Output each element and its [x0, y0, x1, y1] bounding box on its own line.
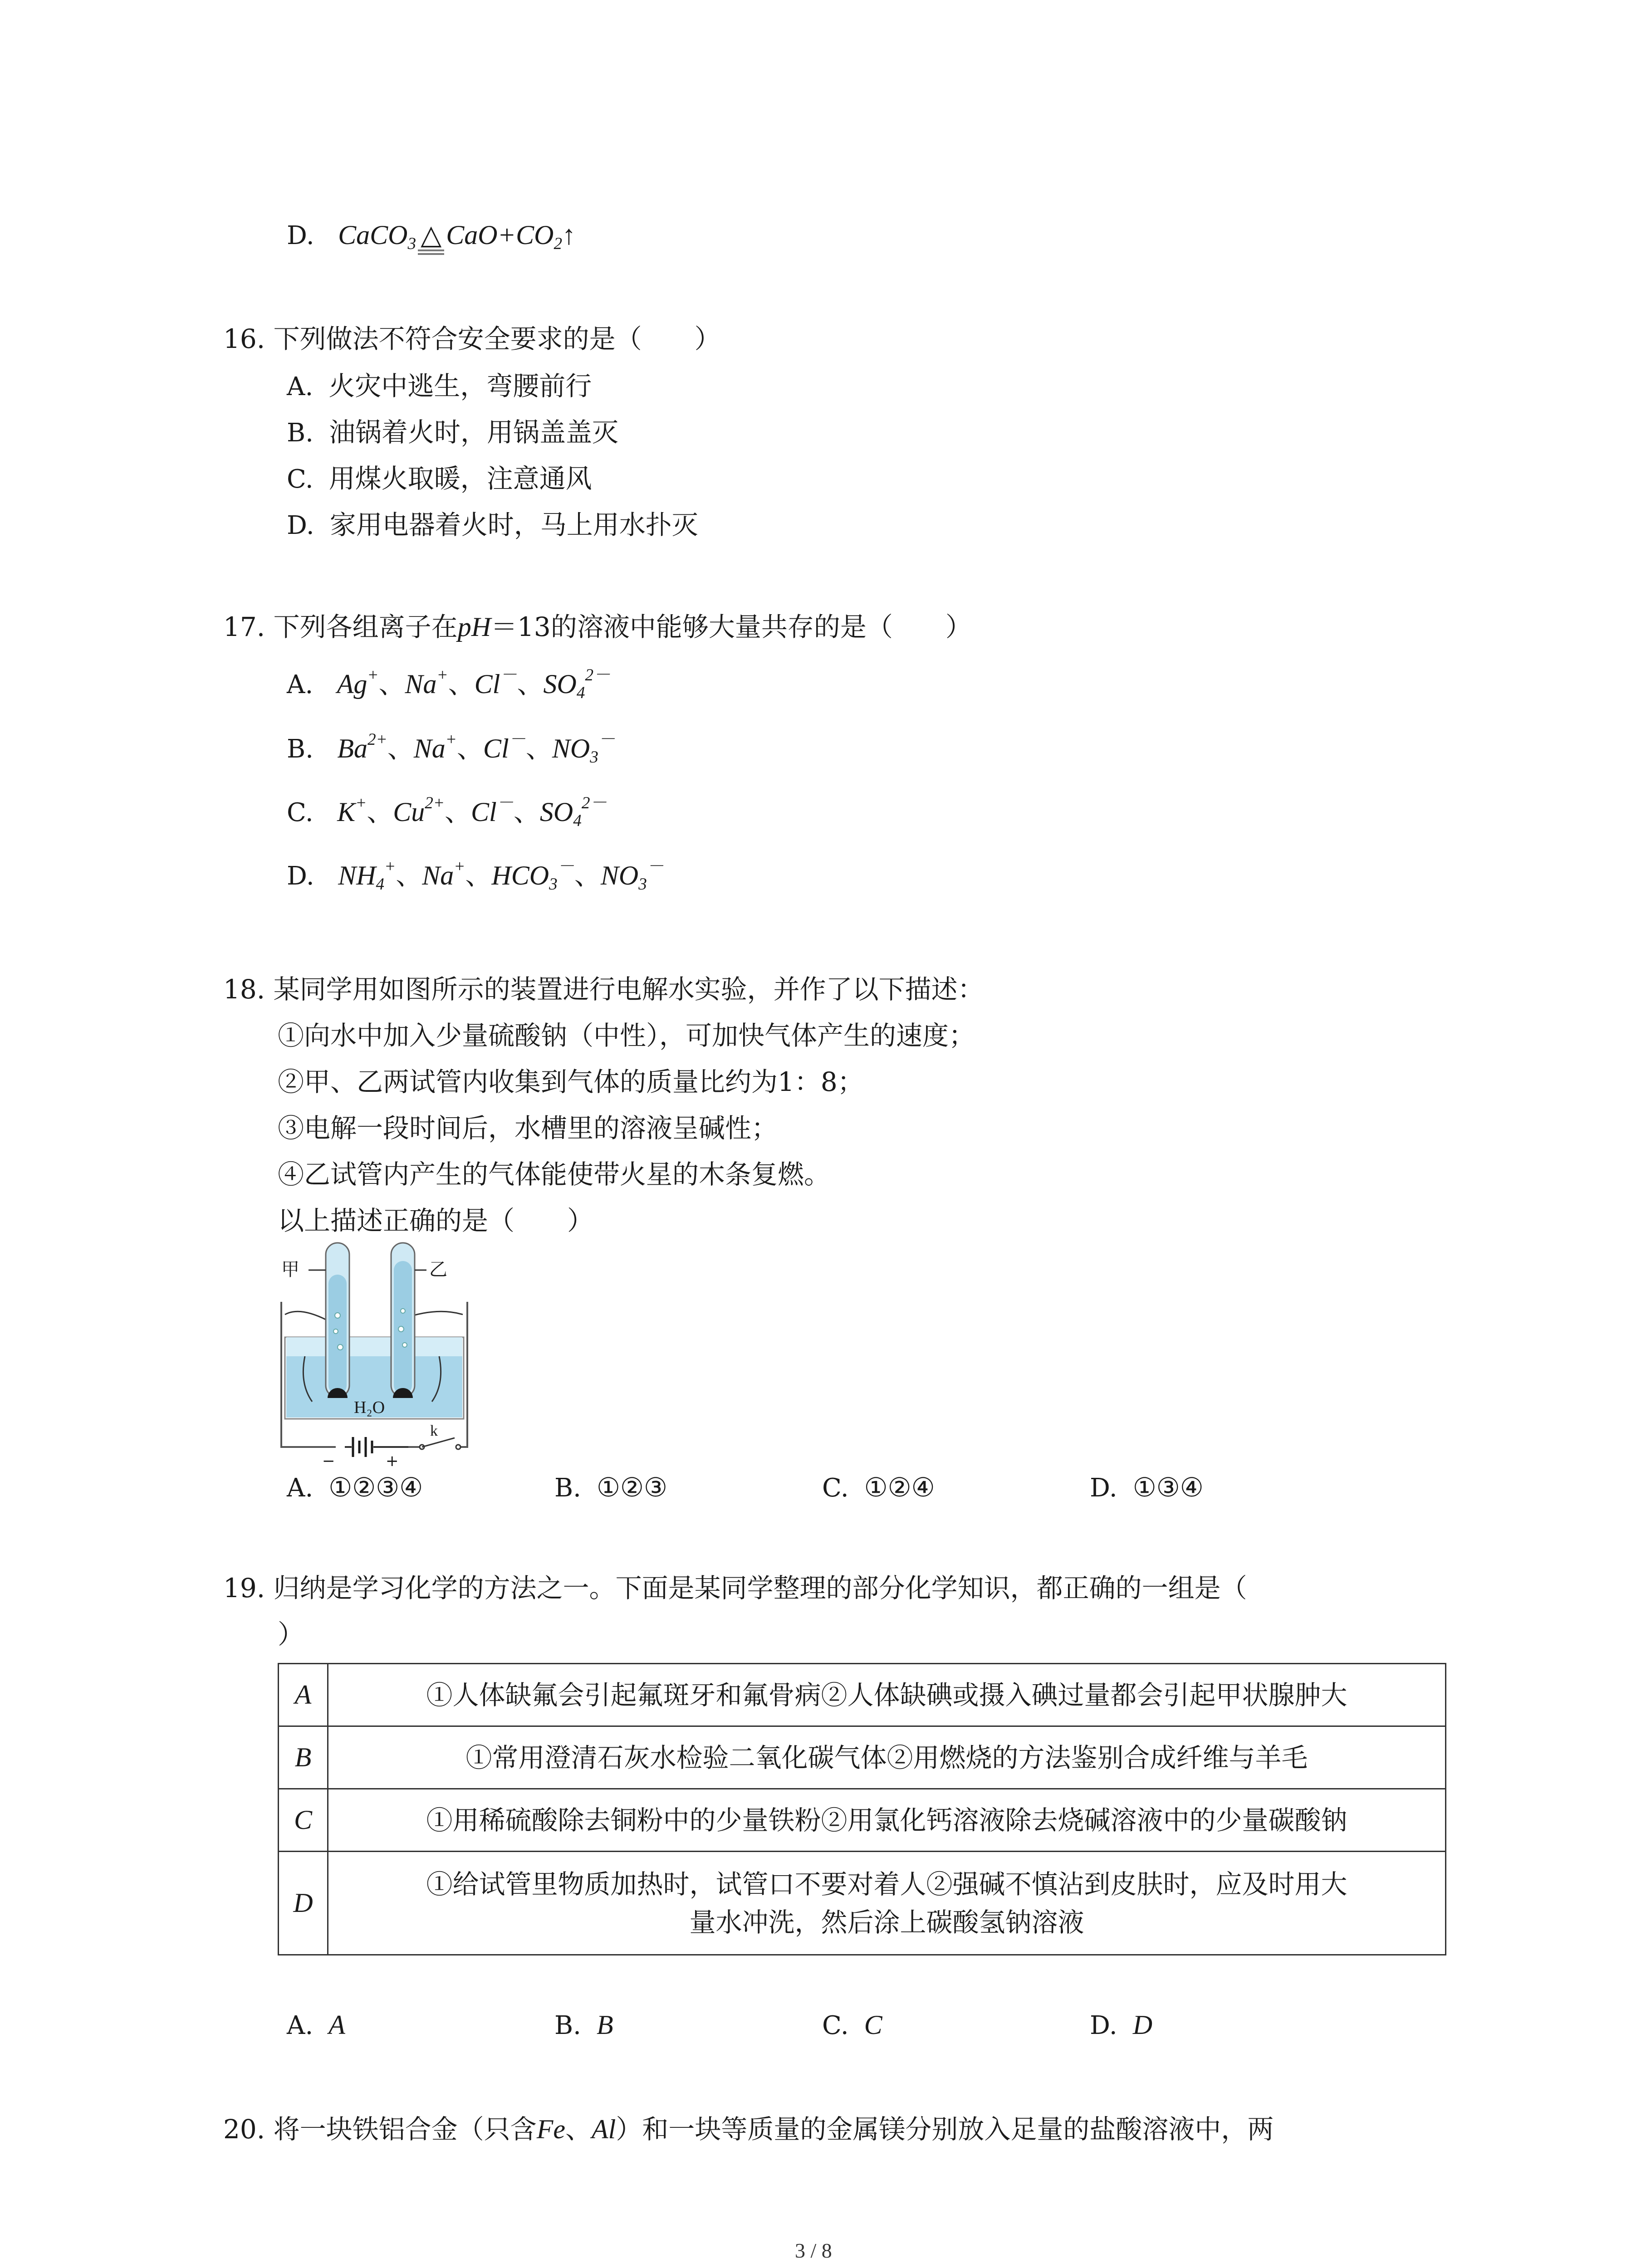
table-row [279, 1664, 1446, 1726]
q16-stem: 16. 下列做法不符合安全要求的是（ ） [223, 323, 721, 354]
q16-option-a[interactable]: A. 火灾中逃生，弯腰前行 [287, 371, 592, 401]
option-label: D. [287, 221, 314, 250]
q19-option-a[interactable]: A. A [287, 2010, 345, 2040]
q17-option-a[interactable]: A. Ag+、Na+、Cl－、$SO_4^{2-}$ [287, 666, 611, 703]
label-water: H₂O [354, 1398, 385, 1417]
q17-option-b[interactable]: B. $Ba^{2+}$、Na+、Cl－、$NO_3^-$ [287, 730, 615, 767]
row-label: C [279, 1789, 328, 1852]
q18-option-a[interactable]: A. ①②③④ [287, 1472, 423, 1503]
q16-option-d[interactable]: D. 家用电器着火时，马上用水扑灭 [287, 509, 698, 540]
row-content: ①给试管里物质加热时，试管口不要对着人②强碱不慎沾到皮肤时，应及时用大 量水冲洗，然后涂上碳酸氢钠溶液 [328, 1852, 1446, 1955]
q19-option-b[interactable]: B. B [554, 2010, 613, 2040]
svg-text:−: − [322, 1452, 335, 1470]
q16-option-b[interactable]: B. 油锅着火时，用锅盖盖灭 [287, 417, 618, 448]
q17-option-d[interactable]: D. $NH_4^+$、Na+、$HCO_3^-$、$NO_3^-$ [287, 857, 664, 894]
page-number: 3 / 8 [795, 2239, 832, 2262]
electrolysis-apparatus-figure [272, 1234, 472, 1470]
q19-option-c[interactable]: C. C [822, 2010, 882, 2040]
q18-option-b[interactable]: B. ①②③ [554, 1472, 667, 1503]
q18-question: 以上描述正确的是（ ） [278, 1205, 594, 1236]
label-jia: 甲 [281, 1259, 299, 1280]
row-content: ①人体缺氟会引起氟斑牙和氟骨病②人体缺碘或摄入碘过量都会引起甲状腺肿大 [328, 1664, 1446, 1726]
row-label: D [279, 1852, 328, 1955]
row-label: B [279, 1726, 328, 1789]
q18-statement-3: ③电解一段时间后，水槽里的溶液呈碱性； [278, 1113, 778, 1144]
svg-text:+: + [386, 1452, 399, 1470]
row-content: ①用稀硫酸除去铜粉中的少量铁粉②用氯化钙溶液除去烧碱溶液中的少量碳酸钠 [328, 1789, 1446, 1852]
row-label: A [279, 1664, 328, 1726]
q19-stem-line1: 19. 归纳是学习化学的方法之一。下面是某同学整理的部分化学知识，都正确的一组是（ [223, 1573, 1247, 1603]
q16-option-c[interactable]: C. 用煤火取暖，注意通风 [287, 463, 592, 494]
q17-stem: 17. 下列各组离子在pH＝13的溶液中能够大量共存的是（ ） [223, 611, 972, 642]
table-row [279, 1726, 1446, 1789]
label-yi: 乙 [429, 1259, 447, 1280]
table-row [279, 1852, 1446, 1955]
chem-equation: CaCO$_3$ △ $CaO+CO_2↑$ [338, 220, 576, 254]
q18-statement-1: ①向水中加入少量硫酸钠（中性），可加快气体产生的速度； [278, 1020, 975, 1051]
q18-statement-4: ④乙试管内产生的气体能使带火星的木条复燃。 [278, 1159, 831, 1190]
q19-option-d[interactable]: D. D [1090, 2010, 1153, 2040]
q18-option-c[interactable]: C. ①②④ [822, 1472, 935, 1503]
q15-option-d [287, 221, 576, 252]
q20-stem: 20. 将一块铁铝合金（只含Fe、Al）和一块等质量的金属镁分别放入足量的盐酸溶液中，两 [223, 2114, 1274, 2145]
q18-option-d[interactable]: D. ①③④ [1090, 1472, 1204, 1503]
q19-knowledge-table [278, 1663, 1446, 1955]
row-content: ①常用澄清石灰水检验二氧化碳气体②用燃烧的方法鉴别合成纤维与羊毛 [328, 1726, 1446, 1789]
q19-stem-line2: ） [278, 1619, 304, 1650]
q18-statement-2: ②甲、乙两试管内收集到气体的质量比约为1：8； [278, 1066, 864, 1097]
table-row [279, 1789, 1446, 1852]
gas-arrow-icon: ↑ [562, 220, 576, 250]
q18-stem: 18. 某同学用如图所示的装置进行电解水实验，并作了以下描述： [223, 974, 984, 1005]
q17-option-c[interactable]: C. K+、$Cu^{2+}$、Cl－、$SO_4^{2-}$ [287, 794, 607, 831]
heat-condition-symbol: △ [421, 220, 442, 250]
label-switch: k [430, 1422, 438, 1439]
